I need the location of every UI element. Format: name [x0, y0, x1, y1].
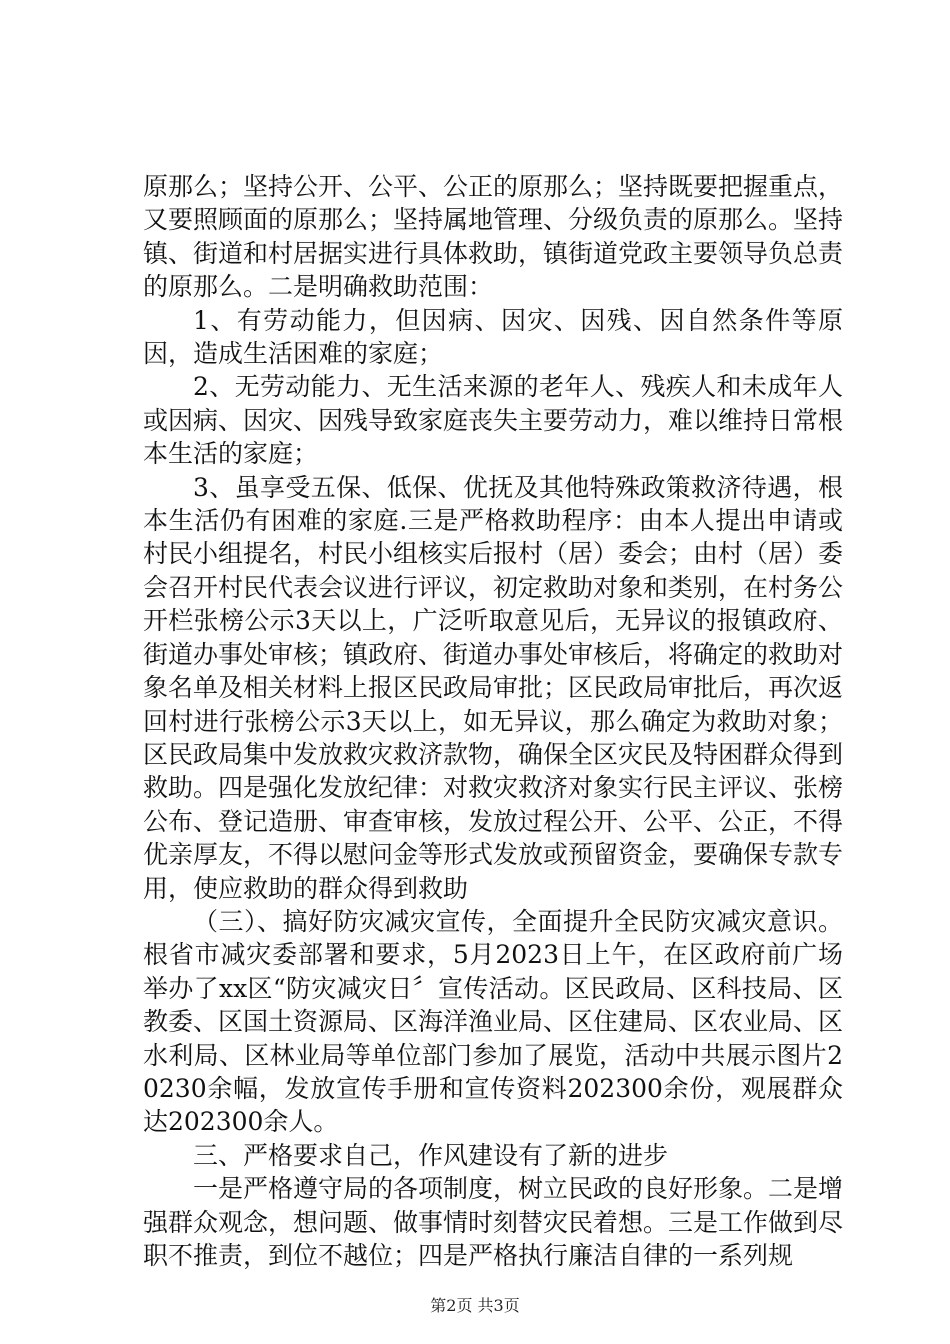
section-heading-three: 三、严格要求自己，作风建设有了新的进步 [193, 1140, 669, 1170]
paragraph-section-three-sub: （三）、搞好防灾减灾宣传，全面提升全民防灾减灾意识。根省市减灾委部署和要求，5月2023日上午，在区政府前广场举办了xx区“防灾减灾日〞宣传活动。区民政局、区科技局、区教委、区国土资源局、区海洋渔业局、区住建局、区农业局、区水利局、区林业局等单位部门参加了展览，活动中共展示图片20230余幅，发放宣传手册和宣传资料202300余份，观展群众达202300余人。 [143, 906, 844, 1137]
paragraph-item-2: 2、无劳动能力、无生活来源的老年人、残疾人和未成年人或因病、因灾、因残导致家庭丧失主要劳动力，难以维持日常根本生活的家庭； [143, 372, 844, 469]
page-number-footer: 第2页 共3页 [430, 1296, 520, 1315]
paragraph-principles: 原那么；坚持公开、公平、公正的原那么；坚持既要把握重点，又要照顾面的原那么；坚持属地管理、分级负责的原那么。坚持镇、街道和村居据实进行具体救助，镇街道党政主要领导负总责的原那么。二是明确救助范围： [143, 172, 844, 302]
paragraph-conduct: 一是严格遵守局的各项制度，树立民政的良好形象。二是增强群众观念，想问题、做事情时刻替灾民着想。三是工作做到尽职不推责，到位不越位；四是严格执行廉洁自律的一系列规 [143, 1174, 844, 1270]
paragraph-item-1: 1、有劳动能力，但因病、因灾、因残、因自然条件等原因，造成生活困难的家庭； [143, 305, 843, 369]
paragraph-item-3: 3、虽享受五保、低保、优抚及其他特殊政策救济待遇，根本生活仍有困难的家庭.三是严格救助程序：由本人提出申请或村民小组提名，村民小组核实后报村（居）委会；由村（居）委会召开村民代表会议进行评议，初定救助对象和类别，在村务公开栏张榜公示3天以上，广泛听取意见后，无异议的报镇政府、街道办事处审核；镇政府、街道办事处审核后，将确定的救助对象名单及相关材料上报区民政局审批；区民政局审批后，再次返回村进行张榜公示3天以上，如无异议，那么确定为救助对象；区民政局集中发放救灾救济款物，确保全区灾民及特困群众得到救助。四是强化发放纪律：对救灾救济对象实行民主评议、张榜公布、登记造册、审查审核，发放过程公开、公平、公正，不得优亲厚友，不得以慰问金等形式发放或预留资金，要确保专款专用，使应救助的群众得到救助 [143, 472, 844, 903]
body-text [143, 170, 843, 1272]
